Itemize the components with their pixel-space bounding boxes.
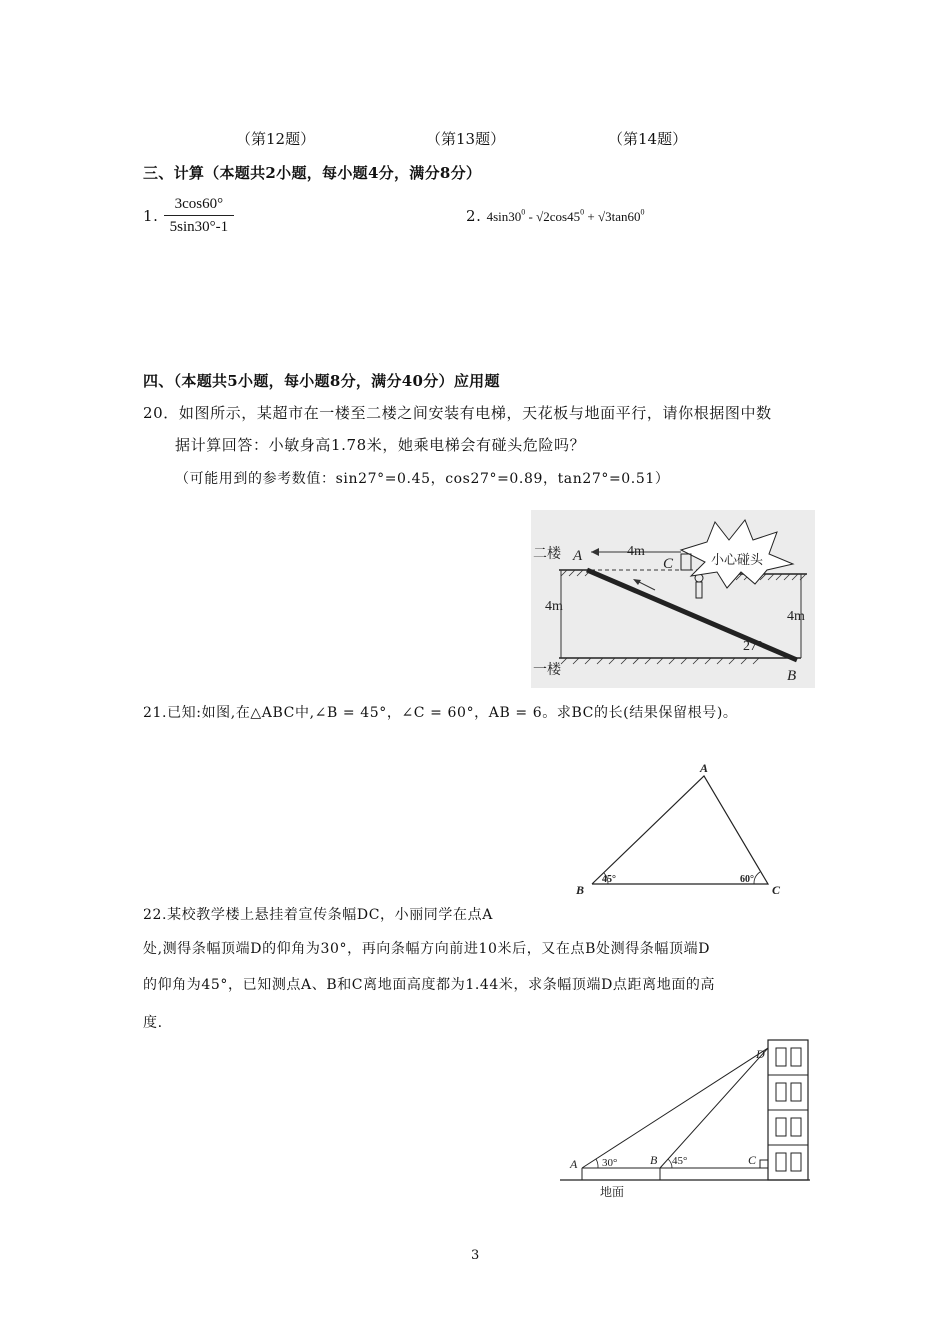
- q2-op-minus: -: [525, 209, 537, 224]
- q20-line1: 20．如图所示，某超市在一楼至二楼之间安装有电梯，天花板与地面平行，请你根据图中数: [143, 404, 772, 422]
- q22-line3: 的仰角为45°，已知测点A、B和C离地面高度都为1.44米，求条幅顶端D点距离地面的高: [143, 977, 716, 993]
- q1-label: 1.: [143, 207, 159, 225]
- caption-q13: （第13题）: [426, 130, 506, 148]
- q20-len-right: 4m: [787, 609, 805, 624]
- q22-sight-line-a: [582, 1048, 768, 1168]
- q22-label-a: A: [570, 1157, 578, 1171]
- q22-angle-a-arc: [596, 1159, 598, 1168]
- caption-q12: （第12题）: [236, 130, 316, 148]
- section4-heading: 四、（本题共5小题，每小题8分，满分40分）应用题: [143, 372, 500, 390]
- page-number: 3: [471, 1248, 480, 1263]
- q21-angle-c: 60°: [740, 874, 754, 885]
- q20-line3: （可能用到的参考数值：sin27°=0.45，cos27°=0.89，tan27°=0.51）: [175, 471, 670, 487]
- q21-text: 21.已知:如图,在△ABC中,∠B = 45°，∠C = 60°，AB = 6。求BC的长(结果保留根号)。: [143, 705, 738, 721]
- q20-len-top: 4m: [627, 544, 645, 559]
- q2-sqrt2: √2: [536, 209, 550, 224]
- q2-deg-1: 0: [521, 207, 526, 217]
- q21-angle-c-arc: [754, 872, 760, 884]
- q2-term-e: tan60: [611, 209, 641, 224]
- q1-expression: [143, 196, 234, 236]
- q20-len-left: 4m: [545, 599, 563, 614]
- q2-term-c: cos45: [549, 209, 581, 224]
- q2-sqrt3: √3: [597, 209, 612, 224]
- q22-sight-line-b: [660, 1048, 768, 1168]
- q2-op-plus: +: [584, 209, 598, 224]
- q22-label-b: B: [650, 1153, 658, 1167]
- caption-q14: （第14题）: [608, 130, 688, 148]
- q1-numerator: 3cos60°: [164, 196, 235, 216]
- q22-label-c: C: [748, 1153, 757, 1167]
- q20-label-c: C: [663, 556, 674, 572]
- q20-escalator-figure: [531, 510, 815, 688]
- q21-label-a: A: [700, 761, 709, 775]
- q21-triangle-figure: [572, 758, 792, 900]
- q21-angle-b: 45°: [602, 874, 616, 885]
- q22-ground-label: 地面: [600, 1185, 625, 1199]
- q22-right-angle-c: [760, 1160, 768, 1168]
- q22-line2: 处,测得条幅顶端D的仰角为30°，再向条幅方向前进10米后，又在点B处测得条幅顶端D: [143, 941, 711, 957]
- q20-floor2-label: 二楼: [533, 547, 561, 562]
- q20-angle: 27°: [743, 639, 763, 654]
- section3-heading: 三、计算（本题共2小题，每小题4分，满分8分）: [143, 164, 482, 182]
- q21-triangle: [592, 776, 768, 884]
- q1-denominator: 5sin30°-1: [169, 219, 229, 235]
- q20-sign-text: 小心碰头: [711, 552, 764, 567]
- q22-label-d: D: [756, 1047, 765, 1061]
- q22-line4: 度.: [143, 1015, 163, 1031]
- q2-expression: [466, 206, 644, 225]
- q2-deg-2: 0: [580, 207, 585, 217]
- q22-line1: 22.某校教学楼上悬挂着宣传条幅DC，小丽同学在点A: [143, 907, 493, 923]
- q22-angle-b: 45°: [672, 1155, 688, 1167]
- q2-deg-3: 0: [640, 207, 645, 217]
- q20-floor1-label: 一楼: [533, 663, 561, 678]
- q20-line2: 据计算回答：小敏身高1.78米，她乘电梯会有碰头危险吗？: [175, 436, 586, 454]
- q1-fraction: [164, 196, 235, 236]
- q22-angle-a: 30°: [602, 1157, 618, 1169]
- q2-label: 2.: [466, 207, 482, 225]
- q22-building-figure: [560, 1036, 816, 1202]
- q20-label-b: B: [787, 668, 797, 684]
- q21-label-c: C: [772, 883, 781, 897]
- q2-term-a: 4sin30: [486, 209, 522, 224]
- q21-label-b: B: [576, 883, 585, 897]
- q20-label-a: A: [573, 548, 583, 564]
